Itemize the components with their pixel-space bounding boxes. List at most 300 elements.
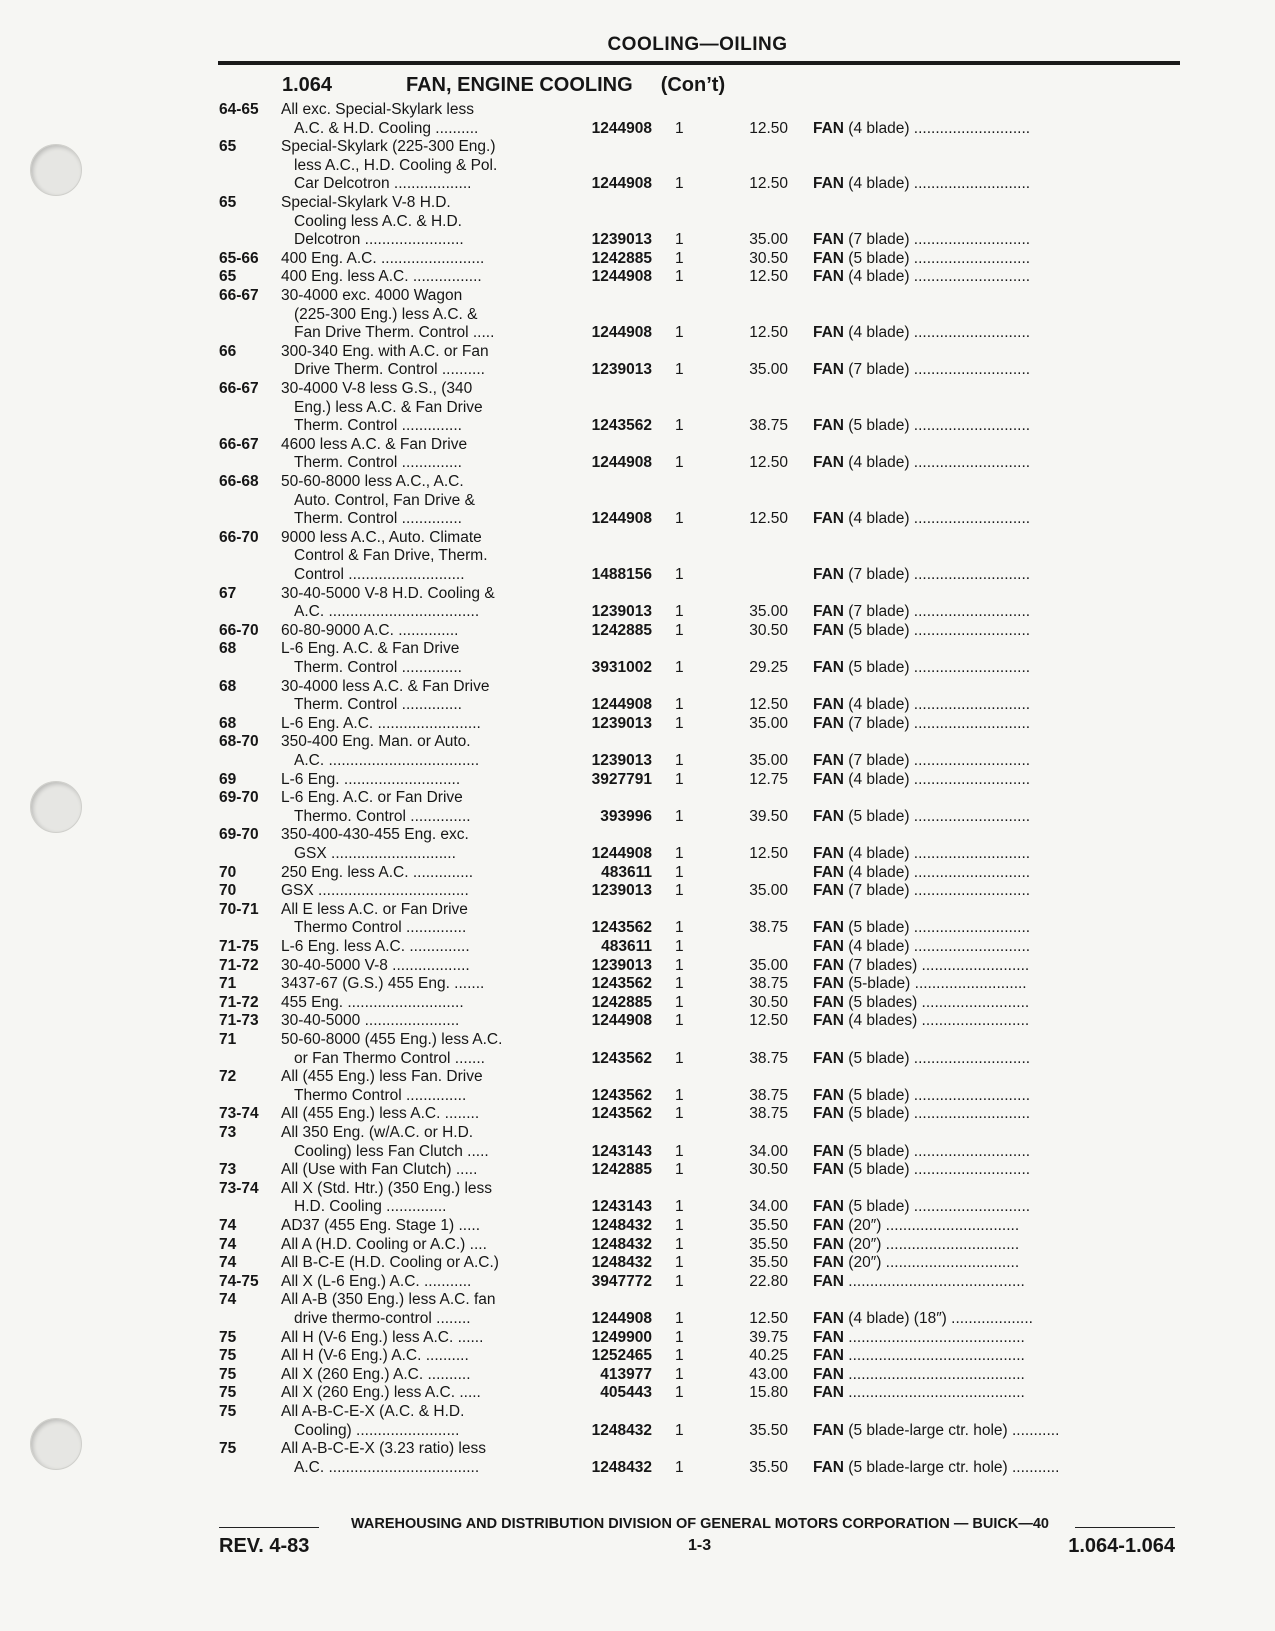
application-desc: A.C. ................................... [294,752,480,769]
table-row [0,231,1275,249]
part-name-label: FAN [813,845,844,862]
quantity: 1 [675,454,684,471]
application-desc: 9000 less A.C., Auto. Climate [281,529,482,546]
part-name-label: FAN [813,1254,844,1271]
model-year: 71-72 [219,994,259,1011]
table-row [0,733,1275,751]
quantity: 1 [675,696,684,713]
price: 22.80 [749,1273,788,1290]
part-number: 1248432 [591,1459,652,1476]
application-desc: 4600 less A.C. & Fan Drive [281,436,468,453]
part-name-label: FAN [813,1105,844,1122]
application-desc: A.C. ................................... [294,603,480,620]
part-name [813,1105,1175,1123]
table-row [0,417,1275,435]
part-name-detail: (5 blade) ........................... [844,1161,1031,1178]
application-desc: Therm. Control .............. [294,454,462,471]
part-number: 1242885 [591,994,652,1011]
part-name-detail: (5 blade-large ctr. hole) ........... [844,1459,1060,1476]
section-continued: (Con’t) [660,74,726,96]
part-name-label: FAN [813,120,844,137]
part-name-label: FAN [813,1198,844,1215]
application-desc: 50-60-8000 less A.C., A.C. [281,473,464,490]
part-number: 1244908 [591,268,652,285]
part-number: 1244908 [591,120,652,137]
part-number: 1244908 [591,324,652,341]
application-desc: Control & Fan Drive, Therm. [294,547,488,564]
part-name-label: FAN [813,715,844,732]
part-name-label: FAN [813,659,844,676]
quantity: 1 [675,1254,684,1271]
part-name-label: FAN [813,1217,844,1234]
table-row [0,1291,1275,1309]
part-name-label: FAN [813,1273,844,1290]
part-name-label: FAN [813,1143,844,1160]
application-desc: 30-40-5000 V-8 H.D. Cooling & [281,585,495,602]
part-name-detail: (5 blade) ........................... [844,1198,1031,1215]
model-year: 74 [219,1254,237,1271]
table-row [0,1050,1275,1068]
quantity: 1 [675,808,684,825]
table-row [0,1422,1275,1440]
table-row [0,715,1275,733]
application-desc: 455 Eng. ........................... [281,994,464,1011]
part-name-label: FAN [813,1347,844,1364]
model-year: 67 [219,585,237,602]
part-name-detail: (5 blade) ........................... [844,1087,1031,1104]
table-row [0,566,1275,584]
table-row [0,380,1275,398]
price: 12.50 [749,845,788,862]
model-year: 74 [219,1217,237,1234]
application-desc: A.C. ................................... [294,1459,480,1476]
part-number: 1243562 [591,1050,652,1067]
part-name-label: FAN [813,938,844,955]
model-year: 65 [219,138,237,155]
part-name-detail: (7 blade) ........................... [844,882,1031,899]
application-desc: H.D. Cooling .............. [294,1198,447,1215]
application-desc: All X (L-6 Eng.) A.C. ........... [281,1273,472,1290]
table-row [0,1366,1275,1384]
price: 38.75 [749,1105,788,1122]
part-name-detail: (5 blade) ........................... [844,1143,1031,1160]
price: 12.50 [749,454,788,471]
part-number: 405443 [600,1384,652,1401]
section-heading [282,74,725,97]
table-row [0,120,1275,138]
model-year: 75 [219,1440,237,1457]
price: 35.50 [749,1459,788,1476]
part-name-detail: (7 blade) ........................... [844,715,1031,732]
price: 12.50 [749,324,788,341]
table-row [0,994,1275,1012]
model-year: 70 [219,882,237,899]
part-name-label: FAN [813,696,844,713]
part-name-label: FAN [813,510,844,527]
part-name-label: FAN [813,882,844,899]
part-name-label: FAN [813,250,844,267]
table-row [0,938,1275,956]
part-number: 1488156 [591,566,652,583]
part-name [813,1198,1175,1216]
quantity: 1 [675,882,684,899]
price: 43.00 [749,1366,788,1383]
application-desc: All A-B (350 Eng.) less A.C. fan [281,1291,496,1308]
model-year: 64-65 [219,101,259,118]
price: 12.50 [749,120,788,137]
part-name-detail: (20″) ............................... [844,1236,1020,1253]
part-name [813,1254,1175,1272]
application-desc: Delcotron ....................... [294,231,464,248]
table-row [0,492,1275,510]
footer-division: WAREHOUSING AND DISTRIBUTION DIVISION OF GENERAL MOTORS CORPORATION — BUICK—40 [351,1516,1049,1532]
model-year: 74 [219,1236,237,1253]
part-name-detail: (4 blade) ........................... [844,864,1031,881]
application-desc: All X (260 Eng.) A.C. .......... [281,1366,471,1383]
price: 35.00 [749,361,788,378]
part-name [813,864,1175,882]
quantity: 1 [675,1105,684,1122]
part-name [813,454,1175,472]
application-desc: (225-300 Eng.) less A.C. & [294,306,478,323]
model-year: 69-70 [219,789,259,806]
part-name [813,845,1175,863]
part-number: 1243562 [591,919,652,936]
part-name-label: FAN [813,1384,844,1401]
table-row [0,361,1275,379]
part-name-detail: (5 blade) ........................... [844,250,1031,267]
table-row [0,1217,1275,1235]
application-desc: 350-400 Eng. Man. or Auto. [281,733,471,750]
price: 35.50 [749,1422,788,1439]
price: 35.00 [749,882,788,899]
part-name-detail: (7 blades) ......................... [844,957,1030,974]
part-number: 3947772 [591,1273,652,1290]
section-number: 1.064 [282,74,333,96]
part-name-detail: (4 blade) ........................... [844,845,1031,862]
part-name-detail: (4 blades) ......................... [844,1012,1030,1029]
part-number: 1244908 [591,1310,652,1327]
part-name-label: FAN [813,1161,844,1178]
part-name [813,1384,1175,1402]
price: 15.80 [749,1384,788,1401]
table-row [0,808,1275,826]
price: 12.75 [749,771,788,788]
quantity: 1 [675,622,684,639]
table-row [0,399,1275,417]
table-row [0,1161,1275,1179]
application-desc: 400 Eng. A.C. ........................ [281,250,485,267]
quantity: 1 [675,1329,684,1346]
price: 39.75 [749,1329,788,1346]
table-row [0,789,1275,807]
table-row [0,343,1275,361]
part-name [813,919,1175,937]
price: 30.50 [749,1161,788,1178]
model-year: 71 [219,975,237,992]
application-desc: L-6 Eng. ........................... [281,771,461,788]
part-number: 1239013 [591,957,652,974]
application-desc: Therm. Control .............. [294,510,462,527]
part-name-detail: (5 blade) ........................... [844,622,1031,639]
application-desc: 60-80-9000 A.C. .............. [281,622,459,639]
part-name [813,1422,1175,1440]
quantity: 1 [675,919,684,936]
quantity: 1 [675,1012,684,1029]
part-name-detail: (5 blade) ........................... [844,1105,1031,1122]
application-desc: All (455 Eng.) less A.C. ........ [281,1105,480,1122]
part-name-label: FAN [813,919,844,936]
part-number: 1242885 [591,1161,652,1178]
part-name [813,1087,1175,1105]
table-row [0,1273,1275,1291]
table-row [0,1384,1275,1402]
part-name [813,715,1175,733]
part-name [813,120,1175,138]
part-name [813,324,1175,342]
part-name-label: FAN [813,1087,844,1104]
application-desc: A.C. & H.D. Cooling .......... [294,120,479,137]
price: 40.25 [749,1347,788,1364]
quantity: 1 [675,771,684,788]
price: 12.50 [749,175,788,192]
table-row [0,1347,1275,1365]
application-desc: 30-4000 exc. 4000 Wagon [281,287,463,304]
part-name-detail: (7 blade) ........................... [844,566,1031,583]
part-number: 1243562 [591,417,652,434]
quantity: 1 [675,250,684,267]
model-year: 66-67 [219,380,259,397]
part-name [813,957,1175,975]
table-row [0,1440,1275,1458]
part-name-label: FAN [813,1310,844,1327]
part-name-label: FAN [813,975,844,992]
part-number: 1252465 [591,1347,652,1364]
part-name-detail: (4 blade) ........................... [844,771,1031,788]
application-desc: Control ........................... [294,566,465,583]
part-number: 1248432 [591,1254,652,1271]
price: 12.50 [749,510,788,527]
model-year: 71 [219,1031,237,1048]
page-title: COOLING—OILING [607,34,788,55]
part-number: 393996 [600,808,652,825]
part-name-detail: (4 blade) ........................... [844,454,1031,471]
table-row [0,194,1275,212]
part-name-label: FAN [813,268,844,285]
table-row [0,510,1275,528]
price: 30.50 [749,622,788,639]
part-name [813,1366,1175,1384]
price: 12.50 [749,1310,788,1327]
part-name-label: FAN [813,1422,844,1439]
model-year: 72 [219,1068,237,1085]
model-year: 74 [219,1291,237,1308]
application-desc: Therm. Control .............. [294,696,462,713]
part-name-detail: ......................................... [844,1273,1025,1290]
application-desc: 3437-67 (G.S.) 455 Eng. ....... [281,975,485,992]
application-desc: 250 Eng. less A.C. .............. [281,864,474,881]
part-name-detail: (5 blade) ........................... [844,808,1031,825]
part-name-label: FAN [813,752,844,769]
part-name-label: FAN [813,566,844,583]
part-name-detail: (20″) ............................... [844,1254,1020,1271]
price: 12.50 [749,696,788,713]
application-desc: 30-4000 V-8 less G.S., (340 [281,380,473,397]
part-number: 483611 [601,864,652,881]
model-year: 70 [219,864,237,881]
part-number: 1242885 [591,622,652,639]
part-name [813,882,1175,900]
part-name-detail: (5 blade) ........................... [844,417,1031,434]
quantity: 1 [675,659,684,676]
part-name-detail: (4 blade) (18″) ................... [844,1310,1033,1327]
part-name-detail: (7 blade) ........................... [844,603,1031,620]
model-year: 66-70 [219,622,259,639]
part-number: 1244908 [591,1012,652,1029]
quantity: 1 [675,1422,684,1439]
model-year: 75 [219,1384,237,1401]
part-number: 1248432 [591,1217,652,1234]
model-year: 71-72 [219,957,259,974]
application-desc: 30-4000 less A.C. & Fan Drive [281,678,490,695]
part-name [813,1236,1175,1254]
quantity: 1 [675,1384,684,1401]
application-desc: All (Use with Fan Clutch) ..... [281,1161,478,1178]
price: 38.75 [749,975,788,992]
application-desc: or Fan Thermo Control ....... [294,1050,485,1067]
model-year: 75 [219,1366,237,1383]
quantity: 1 [675,1366,684,1383]
part-name-detail: (4 blade) ........................... [844,175,1031,192]
part-number: 1242885 [591,250,652,267]
application-desc: Thermo Control .............. [294,1087,467,1104]
application-desc: Cooling) less Fan Clutch ..... [294,1143,489,1160]
part-number: 1239013 [591,715,652,732]
part-name [813,1273,1175,1291]
application-desc: Special-Skylark (225-300 Eng.) [281,138,496,155]
part-name [813,975,1175,993]
table-row [0,826,1275,844]
part-number: 1244908 [591,696,652,713]
table-row [0,845,1275,863]
model-year: 70-71 [219,901,259,918]
part-name [813,566,1175,584]
table-row [0,213,1275,231]
model-year: 66-68 [219,473,259,490]
table-row [0,157,1275,175]
part-name-detail: (4 blade) ........................... [844,120,1031,137]
table-row [0,975,1275,993]
part-name-detail: ......................................... [844,1329,1025,1346]
application-desc: All B-C-E (H.D. Cooling or A.C.) [281,1254,499,1271]
application-desc: Eng.) less A.C. & Fan Drive [294,399,483,416]
application-desc: All H (V-6 Eng.) less A.C. ...... [281,1329,484,1346]
price: 35.00 [749,603,788,620]
application-desc: All X (260 Eng.) less A.C. ..... [281,1384,481,1401]
part-number: 1244908 [591,454,652,471]
quantity: 1 [675,417,684,434]
revision-label: REV. 4-83 [219,1535,310,1557]
model-year: 66-67 [219,436,259,453]
quantity: 1 [675,752,684,769]
quantity: 1 [675,1087,684,1104]
part-name-detail: (7 blade) ........................... [844,361,1031,378]
table-row [0,585,1275,603]
part-name-label: FAN [813,808,844,825]
part-name [813,231,1175,249]
model-year: 69 [219,771,237,788]
application-desc: All A-B-C-E-X (3.23 ratio) less [281,1440,486,1457]
part-name-label: FAN [813,771,844,788]
part-name-label: FAN [813,175,844,192]
part-name-detail: (7 blade) ........................... [844,752,1031,769]
part-name-detail: ......................................... [844,1384,1025,1401]
part-name [813,994,1175,1012]
part-number: 1248432 [591,1422,652,1439]
part-number: 1239013 [591,361,652,378]
application-desc: Therm. Control .............. [294,659,462,676]
application-desc: All A-B-C-E-X (A.C. & H.D. [281,1403,465,1420]
part-name [813,771,1175,789]
table-row [0,268,1275,286]
part-name-label: FAN [813,1012,844,1029]
part-name [813,808,1175,826]
part-name [813,268,1175,286]
part-name-label: FAN [813,994,844,1011]
table-row [0,175,1275,193]
model-year: 69-70 [219,826,259,843]
quantity: 1 [675,1459,684,1476]
table-row [0,473,1275,491]
part-name [813,1050,1175,1068]
model-year: 66 [219,343,237,360]
price: 12.50 [749,268,788,285]
table-row [0,640,1275,658]
model-year: 75 [219,1347,237,1364]
part-number: 1243143 [591,1198,652,1215]
part-name-label: FAN [813,957,844,974]
part-name-detail: (5 blade-large ctr. hole) ........... [844,1422,1060,1439]
part-name-label: FAN [813,361,844,378]
part-number: 1243143 [591,1143,652,1160]
part-number: 1244908 [591,845,652,862]
quantity: 1 [675,120,684,137]
footer-rule [219,1527,319,1528]
part-number: 3931002 [591,659,652,676]
table-row [0,696,1275,714]
quantity: 1 [675,1161,684,1178]
table-row [0,1403,1275,1421]
price: 35.00 [749,231,788,248]
application-desc: L-6 Eng. A.C. ........................ [281,715,481,732]
part-name [813,175,1175,193]
quantity: 1 [675,566,684,583]
quantity: 1 [675,1236,684,1253]
part-name-detail: (7 blade) ........................... [844,231,1031,248]
part-name-detail: (4 blade) ........................... [844,324,1031,341]
price: 35.50 [749,1236,788,1253]
part-name-detail: (5 blade) ........................... [844,919,1031,936]
application-desc: GSX ................................... [281,882,469,899]
table-row [0,1143,1275,1161]
table-row [0,678,1275,696]
part-name-label: FAN [813,1459,844,1476]
part-number: 1243562 [591,1105,652,1122]
part-name-detail: (4 blade) ........................... [844,696,1031,713]
application-desc: AD37 (455 Eng. Stage 1) ..... [281,1217,481,1234]
price: 30.50 [749,994,788,1011]
part-number: 1243562 [591,1087,652,1104]
